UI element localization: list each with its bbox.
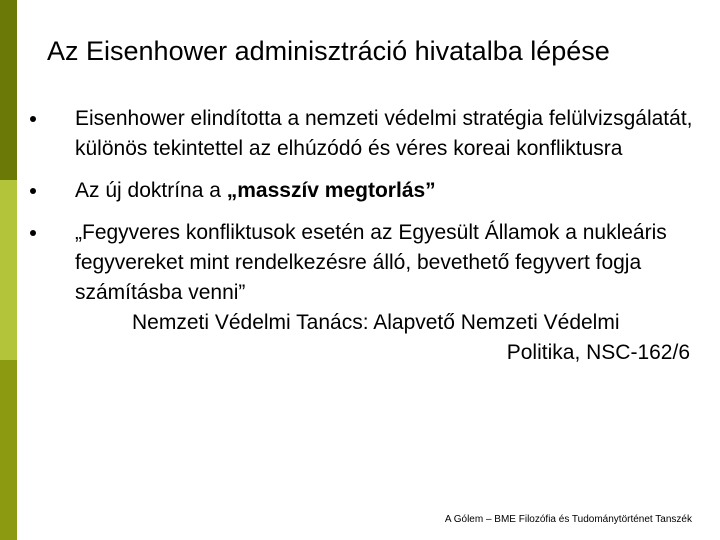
bullet-dot-icon	[30, 188, 36, 194]
bullet-dot-icon	[30, 116, 36, 122]
bullet-text-prefix: Az új doktrína a	[75, 179, 227, 202]
quote-source-line-1: Nemzeti Védelmi Tanács: Alapvető Nemzeti Védelmi	[132, 311, 620, 334]
bullet-item-2	[30, 176, 700, 206]
decorative-sidebar	[0, 0, 17, 540]
bullet-dot-icon	[30, 230, 36, 236]
bullet-text-emphasis: „masszív megtorlás”	[226, 179, 436, 202]
slide-title: Az Eisenhower adminisztráció hivatalba lépése	[47, 36, 610, 66]
sidebar-band-top	[0, 0, 17, 180]
footer-credit: A Gólem – BME Filozófia és Tudománytörténet Tanszék	[444, 514, 692, 525]
bullet-list	[30, 104, 700, 380]
quote-text: „Fegyveres konfliktusok esetén az Egyesült Államok a nukleáris fegyvereket mint rendelkezésre álló, bevethető fegyvert fogja számításba venni”	[75, 221, 667, 304]
bullet-item-3	[30, 218, 700, 368]
sidebar-band-middle	[0, 180, 17, 360]
bullet-text: Eisenhower elindította a nemzeti védelmi stratégia felülvizsgálatát, különös tekintettel az elhúzódó és véres koreai konfliktusra	[75, 107, 693, 160]
bullet-item-1	[30, 104, 700, 164]
quote-source-line-2: Politika, NSC-162/6	[506, 341, 690, 364]
sidebar-band-bottom	[0, 360, 17, 540]
